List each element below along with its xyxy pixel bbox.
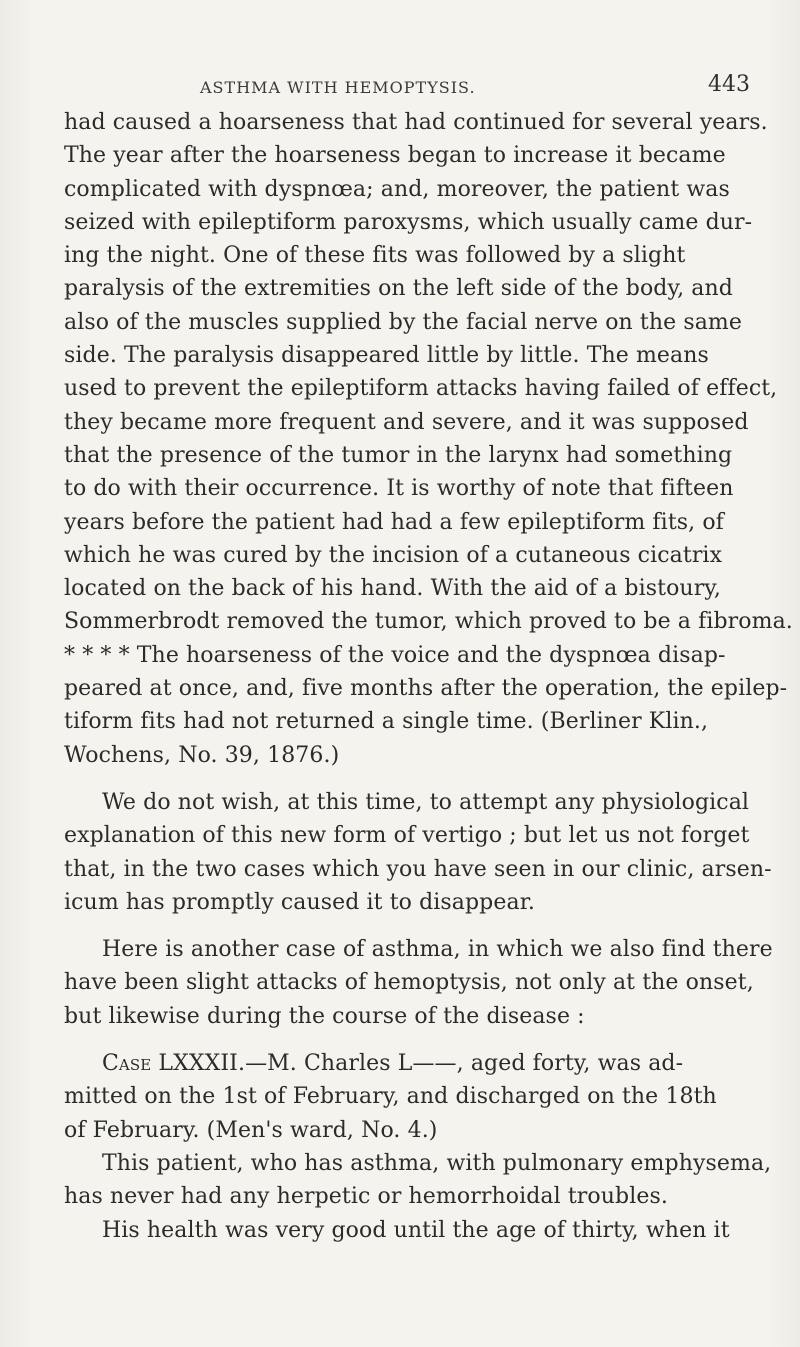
running-head: ASTHMA WITH HEMOPTYSIS. bbox=[200, 78, 476, 97]
text-line: that the presence of the tumor in the larynx had something bbox=[64, 442, 733, 468]
paragraph-1 bbox=[64, 106, 793, 772]
text-line: to do with their occurrence. It is worthy of note that fifteen bbox=[64, 476, 734, 502]
paragraph-gap bbox=[64, 1033, 772, 1047]
text-line: Here is another case of asthma, in which we also find there bbox=[102, 937, 773, 963]
text-line: complicated with dyspnœa; and, moreover, the patient was bbox=[64, 176, 730, 202]
paragraph-3 bbox=[64, 933, 772, 1033]
paragraph-gap bbox=[64, 919, 772, 933]
text-line: of February. (Men's ward, No. 4.) bbox=[64, 1117, 438, 1143]
case-paragraph bbox=[64, 1047, 772, 1147]
text-line: explanation of this new form of vertigo ; but let us not forget bbox=[64, 823, 750, 849]
text-line: Wochens, No. 39, 1876.) bbox=[64, 742, 340, 768]
text-line: located on the back of his hand. With the aid of a bistoury, bbox=[64, 576, 722, 602]
text-line: side. The paralysis disappeared little by little. The means bbox=[64, 343, 709, 369]
text-line: This patient, who has asthma, with pulmonary emphysema, bbox=[102, 1150, 772, 1176]
paragraph-5 bbox=[64, 1147, 772, 1247]
text-line: peared at once, and, five months after the operation, the epilep- bbox=[64, 676, 788, 702]
text-line: mitted on the 1st of February, and discharged on the 18th bbox=[64, 1084, 717, 1110]
text-line: years before the patient had had a few epileptiform fits, of bbox=[64, 509, 724, 535]
body-text bbox=[64, 106, 793, 1247]
text-line: His health was very good until the age of thirty, when it bbox=[102, 1217, 730, 1243]
text-line: they became more frequent and severe, and it was supposed bbox=[64, 409, 749, 435]
text-line: had caused a hoarseness that had continued for several years. bbox=[64, 110, 768, 135]
text-line: paralysis of the extremities on the left side of the body, and bbox=[64, 276, 733, 302]
case-heading-rest: —M. Charles L——, aged forty, was ad- bbox=[245, 1051, 684, 1077]
text-line: also of the muscles supplied by the facial nerve on the same bbox=[64, 309, 743, 335]
text-line: have been slight attacks of hemoptysis, not only at the onset, bbox=[64, 970, 754, 996]
text-line: but likewise during the course of the disease : bbox=[64, 1003, 585, 1029]
text-line: which he was cured by the incision of a cutaneous cicatrix bbox=[64, 542, 723, 568]
text-line: The year after the hoarseness began to increase it became bbox=[64, 143, 726, 169]
paragraph-2 bbox=[64, 786, 772, 919]
text-line: tiform fits had not returned a single time. (Berliner Klin., bbox=[64, 709, 709, 735]
paragraph-gap bbox=[64, 772, 772, 786]
text-line: icum has promptly caused it to disappear. bbox=[64, 889, 535, 915]
case-heading-line bbox=[64, 1047, 772, 1080]
case-label: Case LXXXII. bbox=[102, 1051, 246, 1077]
text-line: ing the night. One of these fits was followed by a slight bbox=[64, 243, 686, 269]
text-line: that, in the two cases which you have seen in our clinic, arsen- bbox=[64, 856, 772, 882]
text-line: seized with epileptiform paroxysms, which usually came dur- bbox=[64, 209, 753, 235]
page-number: 443 bbox=[708, 72, 750, 97]
text-line: Sommerbrodt removed the tumor, which proved to be a fibroma. bbox=[64, 609, 793, 635]
text-line: We do not wish, at this time, to attempt any physiological bbox=[102, 789, 750, 815]
text-line: used to prevent the epileptiform attacks having failed of effect, bbox=[64, 376, 778, 402]
text-line: has never had any herpetic or hemorrhoidal troubles. bbox=[64, 1184, 668, 1210]
text-line: * * * * The hoarseness of the voice and the dyspnœa disap- bbox=[64, 642, 726, 668]
